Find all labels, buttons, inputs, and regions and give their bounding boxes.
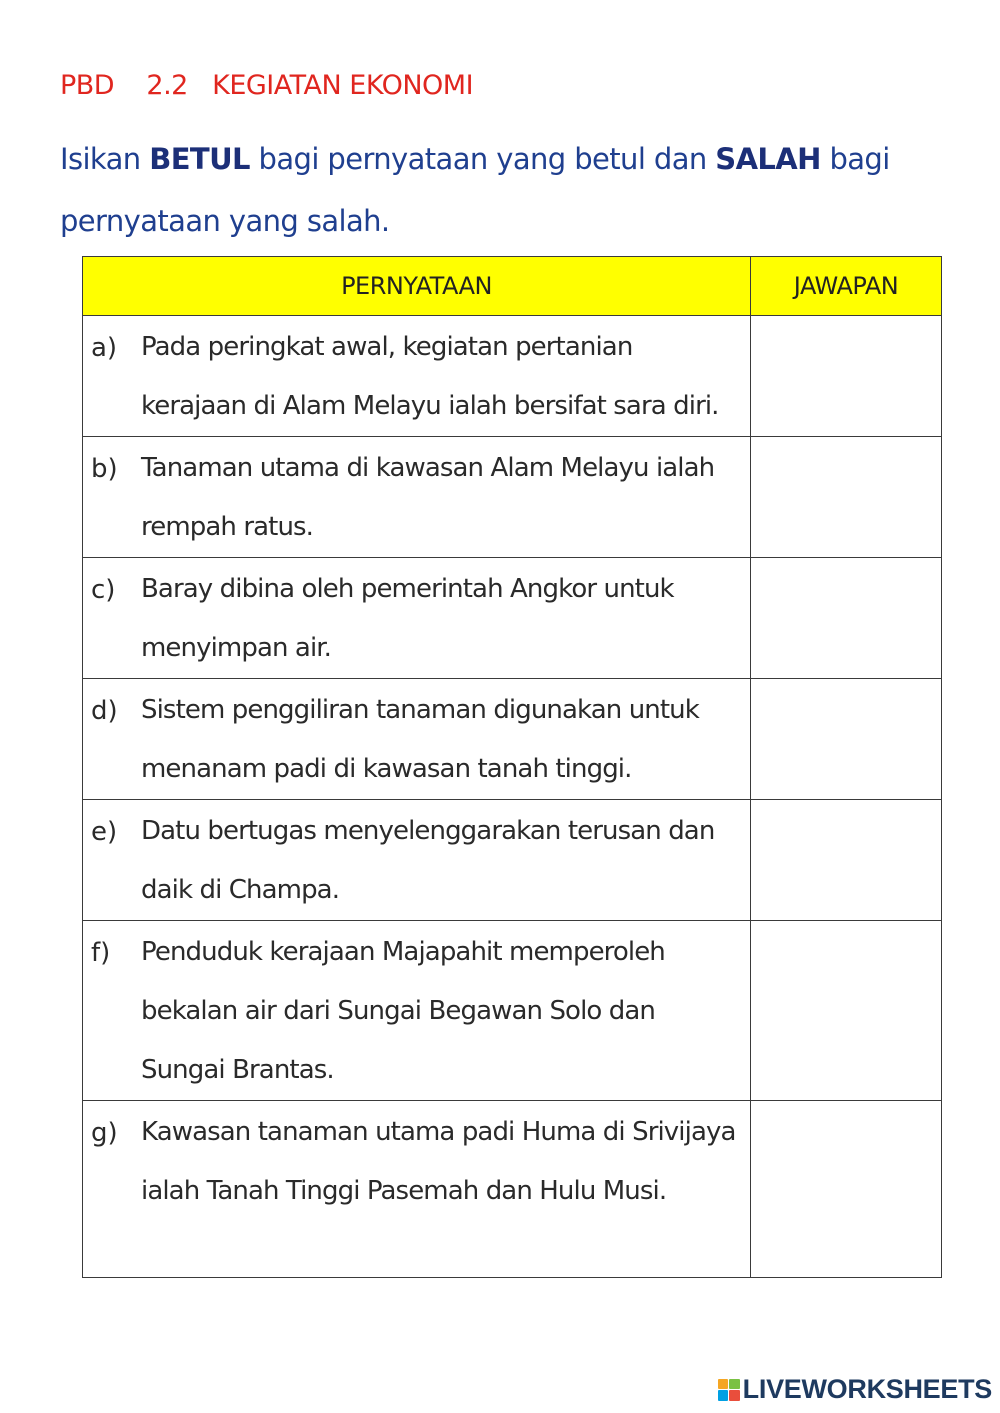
statement-letter: c) xyxy=(91,575,116,605)
statement-text: Tanaman utama di kawasan Alam Melayu ialah rempah ratus. xyxy=(141,453,715,542)
instruction-part-1: Isikan xyxy=(60,142,150,176)
statement-letter: a) xyxy=(91,333,118,363)
statement-letter: g) xyxy=(91,1118,118,1148)
statement-cell xyxy=(83,316,751,437)
table-row xyxy=(83,679,942,800)
answer-cell-g[interactable] xyxy=(751,1101,942,1278)
statement-cell xyxy=(83,437,751,558)
statement-letter: e) xyxy=(91,817,118,847)
table-row xyxy=(83,558,942,679)
answer-cell-c[interactable] xyxy=(751,558,942,679)
answer-cell-e[interactable] xyxy=(751,800,942,921)
instruction-part-2: bagi pernyataan yang betul dan xyxy=(249,142,716,176)
statement-letter: d) xyxy=(91,696,118,726)
table-header-row xyxy=(83,257,942,316)
statement-text: Datu bertugas menyelenggarakan terusan dan daik di Champa. xyxy=(141,816,715,905)
instruction-keyword-betul: BETUL xyxy=(149,142,250,176)
instruction-text xyxy=(60,128,950,252)
statement-cell xyxy=(83,679,751,800)
table-row xyxy=(83,316,942,437)
statement-text: Pada peringkat awal, kegiatan pertanian kerajaan di Alam Melayu ialah bersifat sara diri. xyxy=(141,332,719,421)
column-header-answer: JAWAPAN xyxy=(751,257,942,316)
statement-table xyxy=(82,256,942,1278)
instruction-keyword-salah: SALAH xyxy=(715,142,821,176)
liveworksheets-brand: LIVEWORKSHEETS xyxy=(742,1374,992,1404)
table-row xyxy=(83,800,942,921)
table-row xyxy=(83,437,942,558)
logo-square xyxy=(718,1390,729,1401)
answer-cell-d[interactable] xyxy=(751,679,942,800)
statement-text: Kawasan tanaman utama padi Huma di Srivijaya ialah Tanah Tinggi Pasemah dan Hulu Musi. xyxy=(141,1117,736,1206)
statement-letter: b) xyxy=(91,454,118,484)
logo-square xyxy=(729,1390,740,1401)
statement-cell xyxy=(83,921,751,1101)
answer-cell-b[interactable] xyxy=(751,437,942,558)
answer-cell-f[interactable] xyxy=(751,921,942,1101)
statement-text: Sistem penggiliran tanaman digunakan untuk menanam padi di kawasan tanah tinggi. xyxy=(141,695,699,784)
table-row xyxy=(83,1101,942,1278)
statement-cell xyxy=(83,1101,751,1278)
worksheet-title: PBD 2.2 KEGIATAN EKONOMI xyxy=(60,70,474,101)
instruction-part-3: bagi pernyataan yang salah. xyxy=(60,142,890,238)
liveworksheets-footer xyxy=(718,1374,992,1405)
table-row xyxy=(83,921,942,1101)
liveworksheets-logo-icon xyxy=(718,1379,740,1401)
logo-square xyxy=(718,1379,729,1390)
answer-cell-a[interactable] xyxy=(751,316,942,437)
statement-text: Baray dibina oleh pemerintah Angkor untuk menyimpan air. xyxy=(141,574,674,663)
logo-square xyxy=(729,1379,740,1390)
column-header-statement: PERNYATAAN xyxy=(83,257,751,316)
statement-letter: f) xyxy=(91,938,111,968)
statement-cell xyxy=(83,800,751,921)
statement-text: Penduduk kerajaan Majapahit memperoleh bekalan air dari Sungai Begawan Solo dan Sungai Brantas. xyxy=(141,937,665,1085)
statement-cell xyxy=(83,558,751,679)
